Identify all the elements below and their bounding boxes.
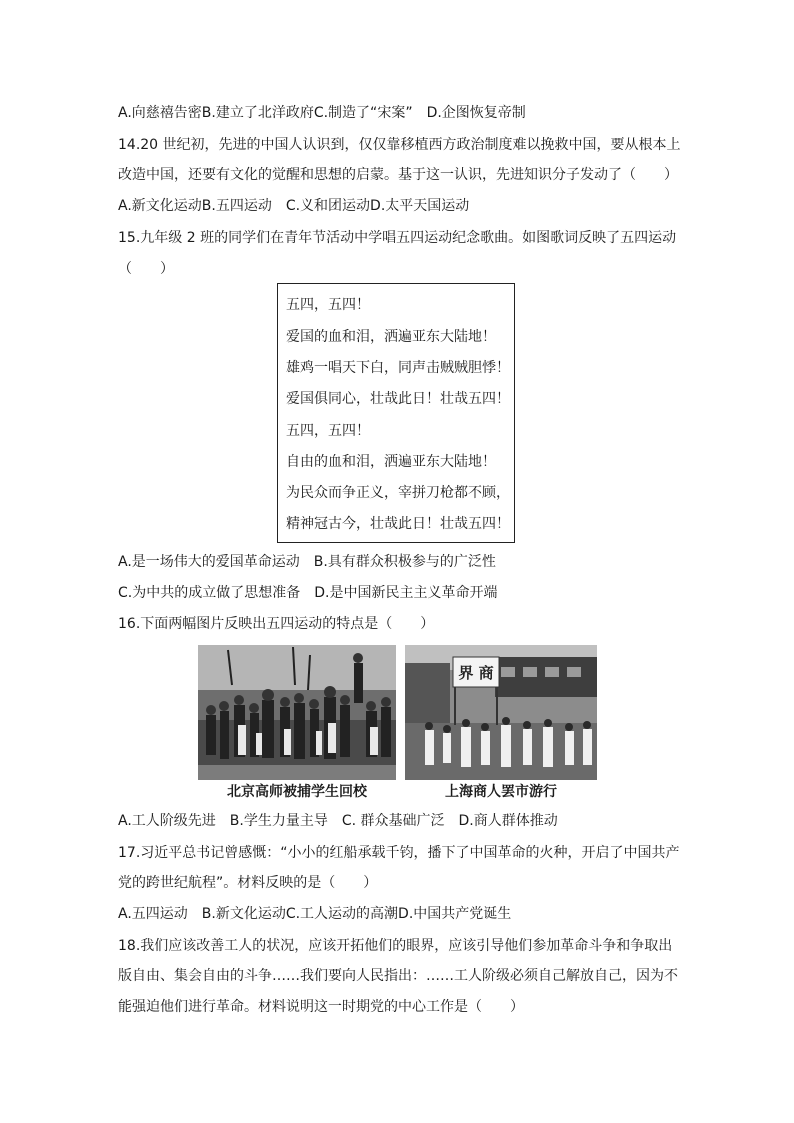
photo-merchants-strike-image — [405, 645, 597, 780]
q14-stem-line1: 14.20 世纪初，先进的中国人认识到，仅仅靠移植西方政治制度难以挽救中国，要从根本上 — [118, 137, 681, 153]
q15-stem-line2: （ ） — [118, 261, 174, 277]
q15-options-line1: A.是一场伟大的爱国革命运动 B.具有群众积极参与的广泛性 — [118, 554, 496, 570]
photo-students-return-image — [198, 645, 396, 780]
q16-stem: 16.下面两幅图片反映出五四运动的特点是（ ） — [118, 616, 435, 632]
photo-right-caption: 上海商人罢市游行 — [445, 784, 557, 800]
q13-options: A.向慈禧告密B.建立了北洋政府C.制造了“宋案” D.企图恢复帝制 — [118, 105, 526, 121]
q18-stem-line3: 能强迫他们进行革命。材料说明这一时期党的中心工作是（ ） — [118, 999, 524, 1015]
lyric-line: 爱国的血和泪，洒遍亚东大陆地！ — [286, 329, 496, 345]
q17-options: A.五四运动 B.新文化运动C.工人运动的高潮D.中国共产党诞生 — [118, 906, 512, 922]
banner-text: 界 商 — [458, 664, 494, 682]
photo-merchants-strike — [405, 645, 597, 780]
q15-stem-line1: 15.九年级 2 班的同学们在青年节活动中学唱五四运动纪念歌曲。如图歌词反映了五四运动 — [118, 230, 677, 246]
q17-stem-line2: 党的跨世纪航程”。材料反映的是（ ） — [118, 875, 378, 891]
lyrics-box — [277, 283, 515, 543]
q18-stem-line2: 版自由、集会自由的斗争……我们要向人民指出：……工人阶级必须自己解放自己，因为不 — [118, 968, 678, 984]
q18-stem-line1: 18.我们应该改善工人的状况，应该开拓他们的眼界，应该引导他们参加革命斗争和争取出 — [118, 938, 673, 954]
lyric-line: 精神冠古今，壮哉此日！壮哉五四！ — [286, 516, 510, 532]
lyric-line: 五四，五四！ — [286, 297, 370, 313]
lyric-line: 为民众而争正义，宰拼刀枪都不顾， — [286, 485, 510, 501]
lyric-line: 自由的血和泪，洒遍亚东大陆地！ — [286, 454, 496, 470]
photo-students-return — [198, 645, 396, 780]
q17-stem-line1: 17.习近平总书记曾感慨：“小小的红船承载千钧，播下了中国革命的火种，开启了中国共产 — [118, 845, 680, 861]
q16-options: A.工人阶级先进 B.学生力量主导 C. 群众基础广泛 D.商人群体推动 — [118, 813, 558, 829]
photo-left-caption: 北京高师被捕学生回校 — [227, 784, 367, 800]
lyric-line: 五四，五四！ — [286, 423, 370, 439]
q15-options-line2: C.为中共的成立做了思想准备 D.是中国新民主主义革命开端 — [118, 585, 498, 601]
lyric-line: 爱国俱同心，壮哉此日！壮哉五四！ — [286, 391, 510, 407]
q14-stem-line2: 改造中国，还要有文化的觉醒和思想的启蒙。基于这一认识，先进知识分子发动了（ ） — [118, 167, 678, 183]
q14-options: A.新文化运动B.五四运动 C.义和团运动D.太平天国运动 — [118, 198, 470, 214]
lyric-line: 雄鸡一唱天下白，同声击贼贼胆悸！ — [286, 360, 510, 376]
